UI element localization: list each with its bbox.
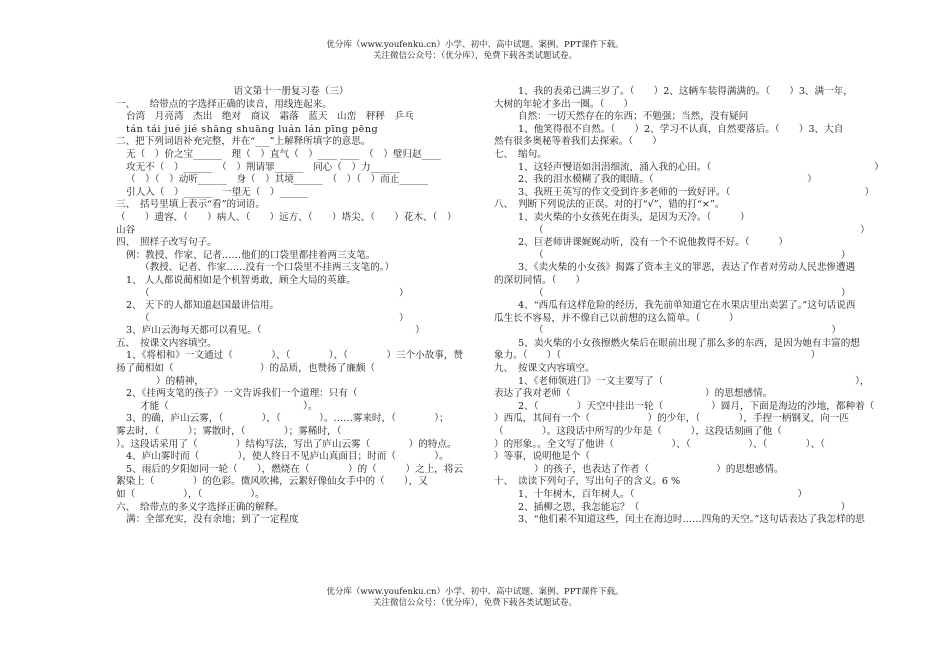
text-line: 四、 照样子改写句子。: [116, 237, 217, 249]
text-line: 二、把下列词语补充完整，并在“___”上解释所填字的意思。: [116, 136, 371, 148]
text-line: 的深切同情。（ ）: [494, 274, 586, 286]
text-line: 象力。（ ）（ ）: [494, 350, 821, 362]
text-line: （ ）: [140, 287, 409, 299]
text-line: 九、 按课文内容填空。: [494, 363, 595, 375]
text-line: 2、 天下的人都知道赵国最讲信用。: [126, 300, 280, 312]
text-line: 然有很多奥秘等着我们去探索。（ ）: [494, 136, 662, 148]
text-line: 台湾 月亮湾 杰出 绝对 商议 霜落 蓝天 山峦 秤秤 乒乓: [126, 111, 414, 123]
footer-line-2: 关注微信公众号：（优分库），免费下载各类试题试卷。: [372, 598, 577, 608]
text-line: 1、十年树木，百年树人。（ ）: [518, 489, 808, 500]
text-line: 1、 人人都说蔺相如是个机智勇敢，顾全大局的英雄。: [126, 274, 356, 286]
text-line: 一、 给带点的字选择正确的读音，用线连起来。: [116, 98, 332, 110]
footer-line-1: 优分库（www.youfenku.cn）小学、初中、高中试题、案例、PPT课件下载。: [326, 587, 624, 597]
text-line: 2、我的泪水模糊了我的眼睛。（ ）: [518, 174, 817, 186]
text-line: 5、卖火柴的小女孩擦燃火柴后在眼前出现了那么多的东西，是因为她有丰富的想: [518, 337, 860, 349]
right-column: [494, 86, 910, 527]
text-line: 山谷: [116, 224, 136, 236]
text-line: （ ）: [140, 312, 409, 324]
text-line: 雾去时，（ ）；雾散时，（ ）；雾稀时，（: [116, 426, 409, 438]
text-line: ）的孩子，也表达了作者（ ）的思想感情。: [534, 463, 784, 475]
text-line: 3、的确，庐山云雾，（ ），（ ）。……雾来时，（ ）；: [126, 413, 449, 425]
text-line: （ ）: [534, 249, 851, 261]
text-line: ）的精神，: [156, 375, 204, 387]
text-line: 4、庐山雾时而（ ），使人终日不见庐山真面目；时而（ ）。: [126, 451, 449, 463]
text-line: 2、插柳之恩，我怎能忘？（ ）: [518, 501, 851, 513]
text-line: 八、 判断下列说法的正误。对的打“√”，错的打“×”。: [494, 199, 725, 211]
text-line: 1、卖火柴的小女孩死在街头，是因为天冷。（ ）: [518, 211, 750, 223]
header-line-1: 优分库（www.youfenku.cn）小学、初中、高中试题、案例、PPT课件下载。: [326, 40, 624, 50]
text-line: 1、《老师领进门》一文主要写了（ ），: [518, 375, 870, 387]
text-line: 2、《挂两支笔的孩子》一文告诉我们一个道理：只有（: [126, 388, 416, 400]
text-line: 絮染上（ ）的色彩。微风吹拂，云絮好像仙女手中的（ ），又: [116, 476, 428, 488]
text-line: ）等事，说明他是个（: [494, 451, 667, 463]
text-line: 六、 给带点的多义字选择正确的解释。: [116, 501, 284, 513]
text-line: 1、这轻声慢语如涓涓细流，涌入我的心田。（ ）: [518, 161, 884, 173]
text-line: ）西瓜，其间有一个（ ）的少年，（ ），手捏一柄钢叉，向一匹: [494, 413, 849, 425]
text-line: 2、（ ）天空中挂出一轮（ ）圆月，下面是海边的沙地，都种着（: [518, 400, 875, 412]
text-line: ）的形象。。全文写了他讲（ ）、（ ）、（ ）、（: [494, 438, 825, 450]
text-line: 1、《将相和》一文通过（ ）、（ ）、（ ）三个小故事，赞: [126, 350, 464, 362]
text-line: （ ）（ ）动听______ 身（ ）其境______ （ ）（ ）而止______: [126, 174, 429, 186]
text-line: 3、《卖火柴的小女孩》揭露了资本主义的罪恶，表达了作者对劳动人民悲惨遭遇: [518, 262, 856, 274]
text-line: 1、他笑得很不自然。（ ）2、学习不认真，自然要落后。（ ）3、大自: [518, 123, 844, 135]
text-line: 例：教授、作家、记者……他们的口袋里都挂着两三支笔。: [126, 249, 376, 261]
text-line: （ ）遗容、（ ）病人、（ ）远方、（ ）塔尖、（ ）花木、（ ）: [116, 211, 457, 223]
page-header: [0, 40, 950, 62]
text-line: （ ）。这段话中所写的少年是（ ），这段话刻画了他（: [494, 426, 821, 438]
text-line: 5、雨后的夕阳如同一轮（ ），燃烧在（ ）的（ ）之上，将云: [126, 463, 464, 475]
text-line: 4、“西瓜有这样危险的经历，我先前单知道它在水果店里出卖罢了。”这句话说西: [518, 300, 856, 312]
text-line: 扬了蔺相如（ ）的品质，也赞扬了廉颇（: [116, 363, 433, 375]
text-line: 十、 读读下列句子，写出句子的含义。6 %: [494, 476, 681, 488]
text-line: （教授、记者、作家……没有一个口袋里不挂两三支笔的。）: [140, 262, 395, 274]
text-line: （ ）: [534, 325, 841, 337]
text-line: 攻无不（ ）______ （ ）荆请罪______ 同心（ ）力______: [126, 161, 400, 173]
text-line: 引人入（ ）______ 一望无（ ）______: [126, 186, 309, 198]
text-line: 1、我的表弟已满三岁了。（ ）2、这辆车装得满满的。（ ）3、满一年，: [518, 86, 853, 97]
exam-title: 语文第十一册复习卷（三）: [233, 86, 349, 97]
text-line: 才能（ ）。: [140, 400, 318, 412]
text-line: tán tái jué jié shāng shuāng luán lán pīng pēng: [126, 123, 379, 135]
text-line: 五、 按课文内容填空。: [116, 337, 217, 349]
text-line: 表达了我对老师（ ）的思想感情。: [494, 388, 773, 400]
text-line: 自然：一切天然存在的东西；不勉强；当然，没有疑问: [518, 111, 749, 123]
text-line: 满：全部充实，没有余地；到了一定程度: [126, 514, 299, 526]
text-line: 2、巨老师讲课娓娓动听，没有一个不说他教得不好。（ ）: [518, 237, 788, 249]
text-line: （ ）: [534, 224, 870, 236]
text-line: 七、 缩句。: [494, 148, 547, 160]
text-line: 如（ ），（ ）。: [116, 489, 265, 500]
text-line: 3、庐山云海每天都可以看见。（ ）: [126, 325, 425, 337]
page-footer: [0, 587, 950, 609]
text-line: 无（ ）价之宝______ 理（ ）直气（ ）____ ____ （ ）璧归赵____: [126, 148, 441, 160]
header-line-2: 关注微信公众号：（优分库），免费下载各类试题试卷。: [372, 51, 577, 61]
text-line: 3、“他们素不知道这些，闰土在海边时……四角的天空。”这句话表达了我怎样的思: [518, 514, 865, 526]
text-line: 瓜生长不容易，并不像自己以前想的这么简单。（ ）: [494, 312, 739, 324]
text-line: ）。这段话采用了（ ）结构写法，写出了庐山云雾（ ）的特点。: [116, 438, 457, 450]
text-line: （ ）: [534, 287, 851, 299]
text-line: 三、 括号里填上表示“看”的词语。: [116, 199, 265, 211]
left-column: [116, 86, 466, 527]
text-line: 大树的年轮才多出一圈。（ ）: [494, 98, 634, 110]
text-line: 3、我班王英写的作文受到许多老师的一致好评。（ ）: [518, 186, 875, 198]
